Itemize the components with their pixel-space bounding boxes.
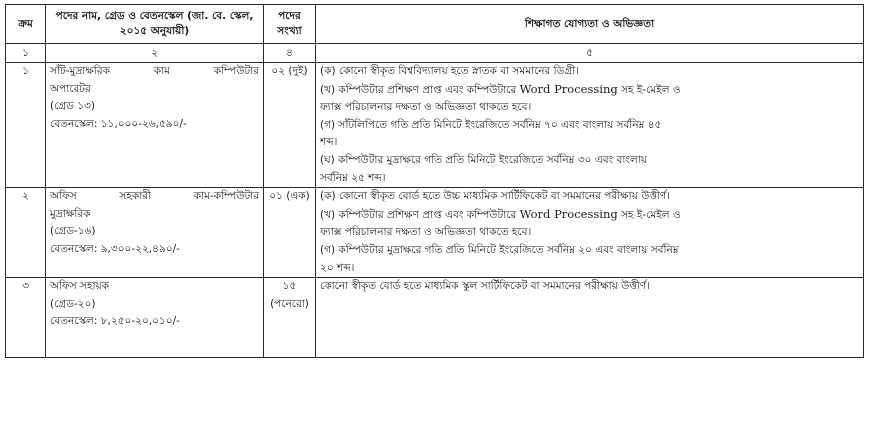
column-number-row bbox=[6, 44, 864, 63]
qualification-line: (গ) কম্পিউটার মুদ্রাক্ষরে গতি প্রতি মিনিটে ইংরেজিতে সর্বনিম্ন ২০ এবং বাংলায় সর্বনিম্ন bbox=[320, 243, 679, 256]
post-count: ০২ (দুই) bbox=[264, 63, 316, 188]
qualification-cell bbox=[316, 188, 864, 278]
qualification-line: (গ) সাঁটলিপিতে গতি প্রতি মিনিটে ইংরেজিতে সর্বনিম্ন ৭০ এবং বাংলায় সর্বনিম্ন ৪৫ bbox=[320, 118, 662, 131]
post-cell bbox=[46, 188, 264, 278]
qualification-text: Word Processing bbox=[519, 81, 618, 96]
qualification-line: (ক) কোনো স্বীকৃত বোর্ড হতে উচ্চ মাধ্যমিক সার্টিফিকেট বা সমমানের পরীক্ষায় উত্তীর্ণ। bbox=[320, 190, 671, 203]
row-serial: ৩ bbox=[6, 278, 46, 358]
table-row bbox=[6, 278, 864, 358]
header-serial: ক্রম bbox=[6, 5, 46, 44]
qualification-line: ফ্যাক্স পরিচালনার দক্ষতা ও অভিজ্ঞতা থাকতে হবে। bbox=[320, 226, 532, 239]
post-scale: বেতনস্কেল: ৮,২৫০-২০,০১০/- bbox=[50, 315, 180, 328]
qualification-cell bbox=[316, 278, 864, 358]
header-qualification: শিক্ষাগত যোগ্যতা ও অভিজ্ঞতা bbox=[316, 5, 864, 44]
post-name: অফিস সহকারী কাম-কম্পিউটার bbox=[50, 190, 259, 203]
post-grade: (গ্রেড ১৩) bbox=[50, 100, 96, 113]
qualification-line: শব্দ। bbox=[320, 136, 338, 149]
post-grade: (গ্রেড-২০) bbox=[50, 297, 96, 310]
row-spacer bbox=[50, 331, 259, 357]
table-row bbox=[6, 63, 864, 188]
qualification-text: সহ ই-মেইল ও bbox=[621, 208, 681, 221]
column-number: ১ bbox=[6, 44, 46, 63]
qualification-line bbox=[320, 206, 859, 225]
row-serial: ১ bbox=[6, 63, 46, 188]
post-count bbox=[264, 278, 316, 358]
post-scale: বেতনস্কেল: ১১,০০০-২৬,৫৯০/- bbox=[50, 117, 187, 130]
column-number: ৪ bbox=[264, 44, 316, 63]
qualification-line: (ক) কোনো স্বীকৃত বিশ্ববিদ্যালয় হতে স্নাতক বা সমমানের ডিগ্রী। bbox=[320, 65, 580, 77]
post-name-cont: অপারেটর bbox=[50, 82, 91, 95]
post-count: ০১ (এক) bbox=[264, 188, 316, 278]
table-row bbox=[6, 188, 864, 278]
table-header-row bbox=[6, 5, 864, 44]
qualification-text: (খ) কম্পিউটার প্রশিক্ষণ প্রাপ্ত এবং কম্পিউটারে bbox=[320, 208, 517, 221]
post-cell bbox=[46, 278, 264, 358]
recruitment-table bbox=[5, 4, 864, 358]
post-count-number: ১৫ bbox=[282, 280, 297, 293]
post-name: সাঁট-মুদ্রাক্ষরিক কাম কম্পিউটার bbox=[50, 65, 259, 77]
post-grade: (গ্রেড-১৬) bbox=[50, 225, 96, 238]
qualification-line: ২০ শব্দ। bbox=[320, 261, 355, 274]
qualification-line: সর্বনিম্ন ২৫ শব্দ। bbox=[320, 171, 386, 184]
qualification-text: Word Processing bbox=[519, 206, 618, 221]
qualification-text: (খ) কম্পিউটার প্রশিক্ষণ প্রাপ্ত এবং কম্পিউটারে bbox=[320, 83, 517, 96]
qualification-line: ফ্যাক্স পরিচালনার দক্ষতা ও অভিজ্ঞতা থাকতে হবে। bbox=[320, 101, 532, 114]
qualification-line bbox=[320, 81, 859, 100]
post-scale: বেতনস্কেল: ৯,৩০০-২২,৪৯০/- bbox=[50, 242, 180, 255]
post-count-words: (পনেরো) bbox=[270, 297, 309, 310]
column-number: ২ bbox=[46, 44, 264, 63]
post-name: অফিস সহায়ক bbox=[50, 280, 110, 293]
qualification-text: সহ ই-মেইল ও bbox=[621, 83, 681, 96]
post-cell bbox=[46, 63, 264, 188]
header-count: পদের সংখ্যা bbox=[264, 5, 316, 44]
column-number: ৫ bbox=[316, 44, 864, 63]
qualification-line: (ঘ) কম্পিউটার মুদ্রাক্ষরে গতি প্রতি মিনিটে ইংরেজিতে সর্বনিম্ন ৩০ এবং বাংলায় bbox=[320, 153, 647, 166]
qualification-cell bbox=[316, 63, 864, 188]
header-post: পদের নাম, গ্রেড ও বেতনস্কেল (জা. বে. স্কেল, ২০১৫ অনুযায়ী) bbox=[46, 5, 264, 44]
qualification-line: কোনো স্বীকৃত বোর্ড হতে মাধ্যমিক স্কুল সার্টিফিকেট বা সমমানের পরীক্ষায় উত্তীর্ণ। bbox=[320, 280, 650, 293]
post-name-cont: মুদ্রাক্ষরিক bbox=[50, 207, 91, 220]
row-serial: ২ bbox=[6, 188, 46, 278]
